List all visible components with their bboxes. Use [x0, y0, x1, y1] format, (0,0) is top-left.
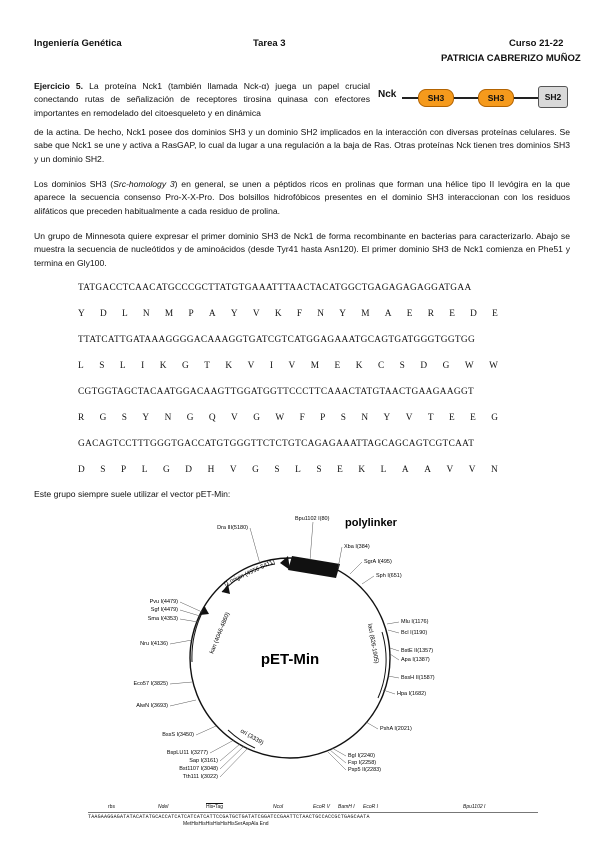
site-label: Sma I(4353)	[147, 616, 178, 622]
amino-acid: Y	[78, 309, 85, 319]
site-label: Bpu1102 I(80)	[295, 516, 330, 522]
mcs-label-bamhi: BamH I	[338, 804, 355, 810]
site-label: Mlu I(1176)	[401, 619, 429, 625]
mcs-label-rbs: rbs	[108, 804, 115, 810]
site-label: Xba I(384)	[344, 544, 370, 550]
amino-acid: A	[424, 465, 431, 475]
site-label: Eco57 I(3825)	[133, 681, 168, 687]
mcs-sequence-strip	[88, 804, 538, 832]
site-label: AlwN I(3693)	[136, 703, 168, 709]
right-restriction-sites	[295, 516, 435, 773]
amino-acid: Y	[142, 413, 150, 423]
mcs-label-histag: His•Tag	[206, 804, 224, 810]
amino-acid: Y	[230, 309, 238, 319]
site-label: Bst1107 I(3048)	[179, 766, 218, 772]
exercise-paragraph-1-continued: de la actina. De hecho, Nck1 posee dos dominios SH3 y un dominio SH2 implicados en la interacción con diversas proteínas celulares. Se sabe que Nck1 se une y activa a RasGAP, lo cual da lugar a una regulación a la baja de Ras. Otras proteínas Nck tienen tres dominios SH3 y un dominio SH2.	[34, 127, 570, 164]
site-label: BssH II(1587)	[401, 675, 435, 681]
site-label: PshA I(2021)	[380, 726, 412, 732]
amino-acid: R	[427, 309, 434, 319]
mcs-dna: TAAGAAGGAGATATACATATGCACCATCATCATCATCATTCCGATGCTGATATCGGATCCGAATTCTAACTGCCACCGCTGAGCAATA	[88, 814, 370, 820]
amino-acid: L	[141, 465, 148, 475]
amino-acid: W	[275, 413, 285, 423]
site-label: SgrA I(495)	[364, 559, 392, 565]
site-label: Psp5 II(2283)	[348, 767, 382, 773]
amino-acid: F	[296, 309, 302, 319]
amino-acid: L	[119, 361, 126, 371]
amino-acid: Y	[339, 309, 346, 319]
site-label: Nru I(4136)	[140, 641, 168, 647]
amino-acid: G	[163, 465, 170, 475]
site-label: Apa I(1387)	[401, 657, 430, 663]
f1-origin-label: f1 origin (4956-5411)	[223, 559, 276, 588]
amino-acid: P	[121, 465, 127, 475]
amino-acid: T	[204, 361, 210, 371]
amino-acid: E	[337, 465, 343, 475]
amino-acid: A	[401, 465, 409, 475]
amino-acid: S	[99, 361, 105, 371]
amino-acid: V	[468, 465, 476, 475]
amino-acid: S	[274, 465, 280, 475]
src-homology-term: Src-homology 3	[113, 179, 175, 189]
pet-min-plasmid-map	[110, 512, 510, 797]
amino-acid: V	[288, 361, 296, 371]
dna-line-4: GACAGTCCTTTGGGTGACCATGTGGGTTCTCTGTCAGAGAAATTAGCAGCAGTCGTCAAT	[78, 439, 475, 449]
vector-intro-paragraph: Este grupo siempre suele utilizar el vector pET-Min:	[34, 489, 231, 499]
amino-acid: T	[427, 413, 434, 423]
amino-acid: N	[491, 465, 498, 475]
site-label: Bcl I(1190)	[401, 630, 428, 636]
amino-acid: E	[334, 361, 341, 371]
amino-acid: K	[355, 361, 363, 371]
amino-acid: M	[310, 361, 319, 371]
amino-acid: S	[316, 465, 322, 475]
amino-acid: V	[247, 361, 255, 371]
amino-acid: E	[448, 413, 455, 423]
amino-acid: A	[384, 309, 392, 319]
sh3-domain-1: SH3	[418, 89, 454, 107]
site-label: Fsp I(2258)	[348, 760, 377, 766]
mcs-label-bpu1102i: Bpu1102 I	[463, 804, 486, 810]
exercise-intro-paragraph	[34, 80, 370, 120]
course-label: Curso 21-22	[509, 38, 564, 49]
amino-acid: N	[317, 309, 324, 319]
minnesota-group-paragraph: Un grupo de Minnesota quiere expresar el primer dominio SH3 de Nck1 de forma recombinante en bacterias para caracterizarlo. Abajo se muestra la secuencia de nucleótidos y de aminoácidos (desde Tyr41 hasta Asn120). El primer dominio SH3 de Nck1 comienza en Phe51 y termina en Gly100.	[34, 231, 570, 268]
sh2-domain: SH2	[538, 86, 568, 108]
amino-acid: M	[164, 309, 174, 319]
amino-acid: G	[252, 465, 259, 475]
amino-acid: V	[446, 465, 454, 475]
mcs-label-ndei: NdeI	[158, 804, 169, 810]
mcs-label-ncoi: NcoI	[273, 804, 284, 810]
plasmid-name: pET-Min	[260, 651, 320, 668]
mcs-label-ecorv: EcoR V	[313, 804, 330, 810]
amino-acid: V	[229, 465, 237, 475]
amino-acid: D	[78, 465, 85, 475]
amino-acid: M	[361, 309, 370, 319]
sequence-block	[78, 283, 498, 491]
amino-acid: K	[274, 309, 282, 319]
dna-line-1: TATGACCTCAACATGCCCGCTTATGTGAAATTTAACTACATGGCTGAGAGAGAGGATGAA	[78, 283, 472, 293]
aa-line-1	[78, 309, 498, 335]
site-label: Hpa I(1682)	[397, 691, 427, 697]
amino-acid: I	[141, 361, 145, 371]
amino-acid: A	[208, 309, 216, 319]
amino-acid: R	[78, 413, 85, 423]
amino-acid: V	[252, 309, 260, 319]
amino-acid: E	[470, 413, 476, 423]
amino-acid: K	[358, 465, 366, 475]
amino-acid: D	[420, 361, 428, 371]
amino-acid: N	[361, 413, 369, 423]
site-label: Sgf I(4479)	[150, 607, 178, 613]
dna-line-2: TTATCATTGATAAAGGGGACAAAGGTGATCGTCATGGAGAAATGCAGTGATGGGTGGTGG	[78, 335, 476, 345]
amino-acid: L	[78, 361, 84, 371]
sh3-description-paragraph: Los dominios SH3 (Src-homology 3) en general, se unen a péptidos ricos en prolinas que forman una hélice tipo II levógira en la que aparece la secuencia consenso Pro-X-X-Pro. Dos bolsillos hidrofóbicos presentes en el dominio SH3 interaccionan con los residuos alifáticos que preceden habitualmente a cada residuo de prolina.	[34, 179, 570, 216]
assignment-title: Tarea 3	[253, 38, 286, 49]
site-label: Bgl I(2240)	[348, 753, 375, 759]
amino-acid: Q	[208, 413, 216, 423]
amino-acid: V	[405, 413, 413, 423]
left-restriction-sites	[133, 525, 260, 780]
amino-acid: D	[99, 309, 107, 319]
amino-acid: P	[320, 413, 326, 423]
mcs-rule	[88, 812, 538, 813]
aa-line-2	[78, 361, 498, 387]
amino-acid: V	[231, 413, 238, 423]
nck-label: Nck	[378, 89, 397, 100]
amino-acid: N	[142, 309, 150, 319]
laci-label: lacI (826-1905)	[366, 623, 379, 665]
amino-acid: W	[489, 361, 498, 371]
amino-acid: G	[186, 413, 194, 423]
amino-acid: S	[399, 361, 405, 371]
exercise-intro-text: La proteína Nck1 (también llamada Nck-α) juega un papel crucial conectando rutas de señalización de receptores tirosina quinasa con efectores importantes en remodelado del citoesqueleto y en dinámica	[34, 81, 370, 118]
site-label: Tth111 I(3022)	[182, 774, 218, 780]
amino-acid: E	[449, 309, 455, 319]
site-label: BssS I(3450)	[162, 732, 194, 738]
exercise-title: Ejercicio 5.	[34, 81, 84, 91]
amino-acid: S	[340, 413, 346, 423]
dna-line-3: CGTGGTAGCTACAATGGACAAGTTGGATGGTTCCCTTCAAACTATGTAACTGAAGAAGGT	[78, 387, 475, 397]
amino-acid: G	[99, 413, 107, 423]
site-label: Pvu I(4479)	[149, 599, 178, 605]
amino-acid: L	[295, 465, 301, 475]
nck-domain-diagram	[378, 80, 578, 116]
aa-line-3	[78, 413, 498, 439]
amino-acid: S	[121, 413, 127, 423]
site-label: Dra III(5180)	[217, 525, 248, 531]
amino-acid: L	[380, 465, 387, 475]
mcs-label-ecori: EcoR I	[363, 804, 379, 810]
amino-acid: W	[464, 361, 474, 371]
amino-acid: K	[159, 361, 167, 371]
amino-acid: S	[100, 465, 106, 475]
site-label: Sph I(651)	[376, 573, 402, 579]
amino-acid: K	[225, 361, 233, 371]
subject-title: Ingeniería Genética	[34, 38, 122, 49]
amino-acid: D	[185, 465, 192, 475]
ori-label: ori (3339)	[239, 728, 265, 747]
kan-arc	[192, 607, 205, 662]
site-label: BstE II(1357)	[401, 648, 434, 654]
amino-acid: Y	[383, 413, 391, 423]
author-name: PATRICIA CABRERIZO MUÑOZ	[441, 53, 581, 64]
amino-acid: N	[164, 413, 172, 423]
amino-acid: E	[406, 309, 413, 319]
sh3-domain-2: SH3	[478, 89, 514, 107]
amino-acid: F	[299, 413, 305, 423]
amino-acid: E	[492, 309, 498, 319]
polylinker-block	[288, 556, 340, 578]
amino-acid: G	[491, 413, 498, 423]
amino-acid: H	[207, 465, 215, 475]
amino-acid: P	[188, 309, 194, 319]
amino-acid: G	[181, 361, 189, 371]
amino-acid: L	[121, 309, 128, 319]
site-label: BspLU11 I(3277)	[166, 750, 208, 756]
amino-acid: C	[377, 361, 385, 371]
amino-acid: I	[269, 361, 273, 371]
amino-acid: D	[470, 309, 477, 319]
polylinker-label: polylinker	[345, 517, 397, 529]
amino-acid: G	[442, 361, 450, 371]
site-label: Sap I(3161)	[189, 758, 218, 764]
mcs-translation: MetHisHisHisHisHisHisSerAspAla End	[183, 821, 269, 827]
kan-label: kan (4046-4860)	[209, 611, 232, 655]
amino-acid: G	[253, 413, 260, 423]
